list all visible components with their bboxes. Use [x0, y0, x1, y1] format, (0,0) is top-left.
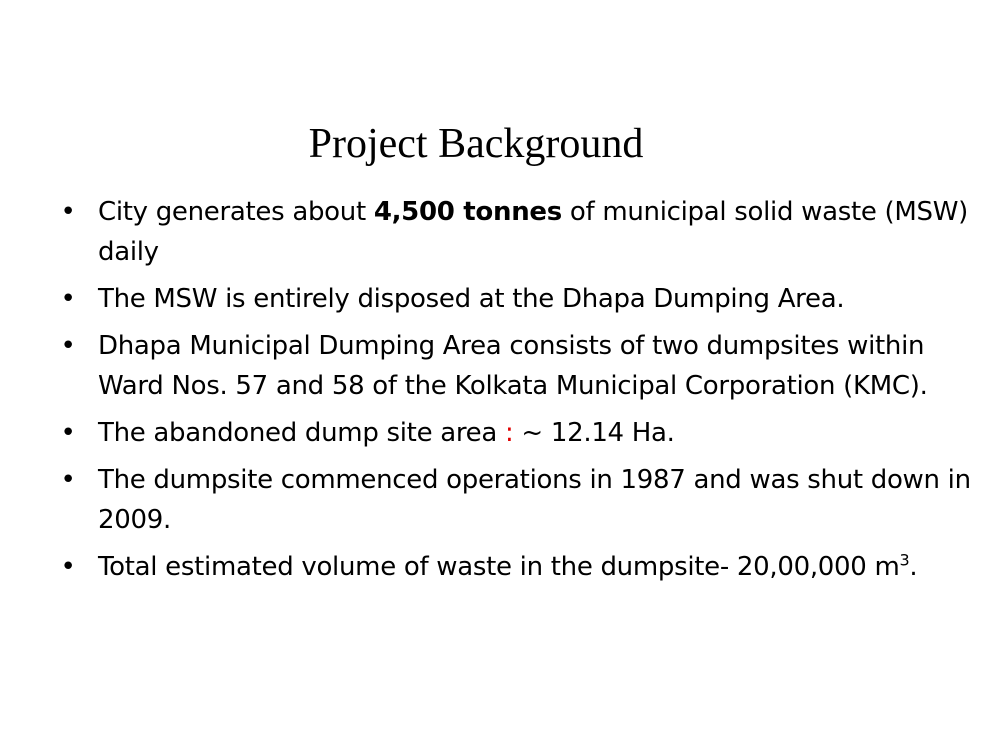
- bullet-item-dumpsites: [56, 326, 976, 406]
- bullet-text: Dhapa Municipal Dumping Area consists of two dumpsites within Ward Nos. 57 and 58 of the Kolkata Municipal Corporation (KMC).: [98, 331, 928, 401]
- bullet-dot-icon: •: [60, 552, 76, 582]
- bullet-dot-icon: •: [60, 284, 76, 314]
- bullet-text: Total estimated volume of waste in the dumpsite- 20,00,000 m: [98, 552, 900, 582]
- bullet-item-msw-generation: [56, 192, 976, 272]
- bullet-item-disposal: [56, 279, 976, 319]
- bullet-dot-icon: •: [60, 197, 76, 227]
- bullet-text: The dumpsite commenced operations in 1987 and was shut down in 2009.: [98, 465, 971, 535]
- bullet-item-volume: [56, 547, 976, 587]
- bullet-text: of municipal solid waste (MSW) daily: [98, 197, 968, 267]
- bullet-list: [56, 192, 976, 594]
- superscript: 3: [899, 550, 910, 570]
- bullet-text: City generates about: [98, 197, 374, 227]
- slide-title: Project Background: [308, 121, 644, 167]
- bullet-item-area: [56, 413, 976, 453]
- bullet-dot-icon: •: [60, 465, 76, 495]
- bullet-dot-icon: •: [60, 331, 76, 361]
- bullet-item-operations: [56, 460, 976, 540]
- bullet-dot-icon: •: [60, 418, 76, 448]
- bullet-text: ~ 12.14 Ha.: [513, 418, 675, 448]
- bullet-text: The abandoned dump site area: [98, 418, 505, 448]
- bullet-bold-text: 4,500 tonnes: [373, 197, 562, 227]
- red-colon: :: [504, 418, 514, 448]
- bullet-text: .: [909, 552, 918, 582]
- bullet-text: The MSW is entirely disposed at the Dhapa Dumping Area.: [98, 284, 845, 314]
